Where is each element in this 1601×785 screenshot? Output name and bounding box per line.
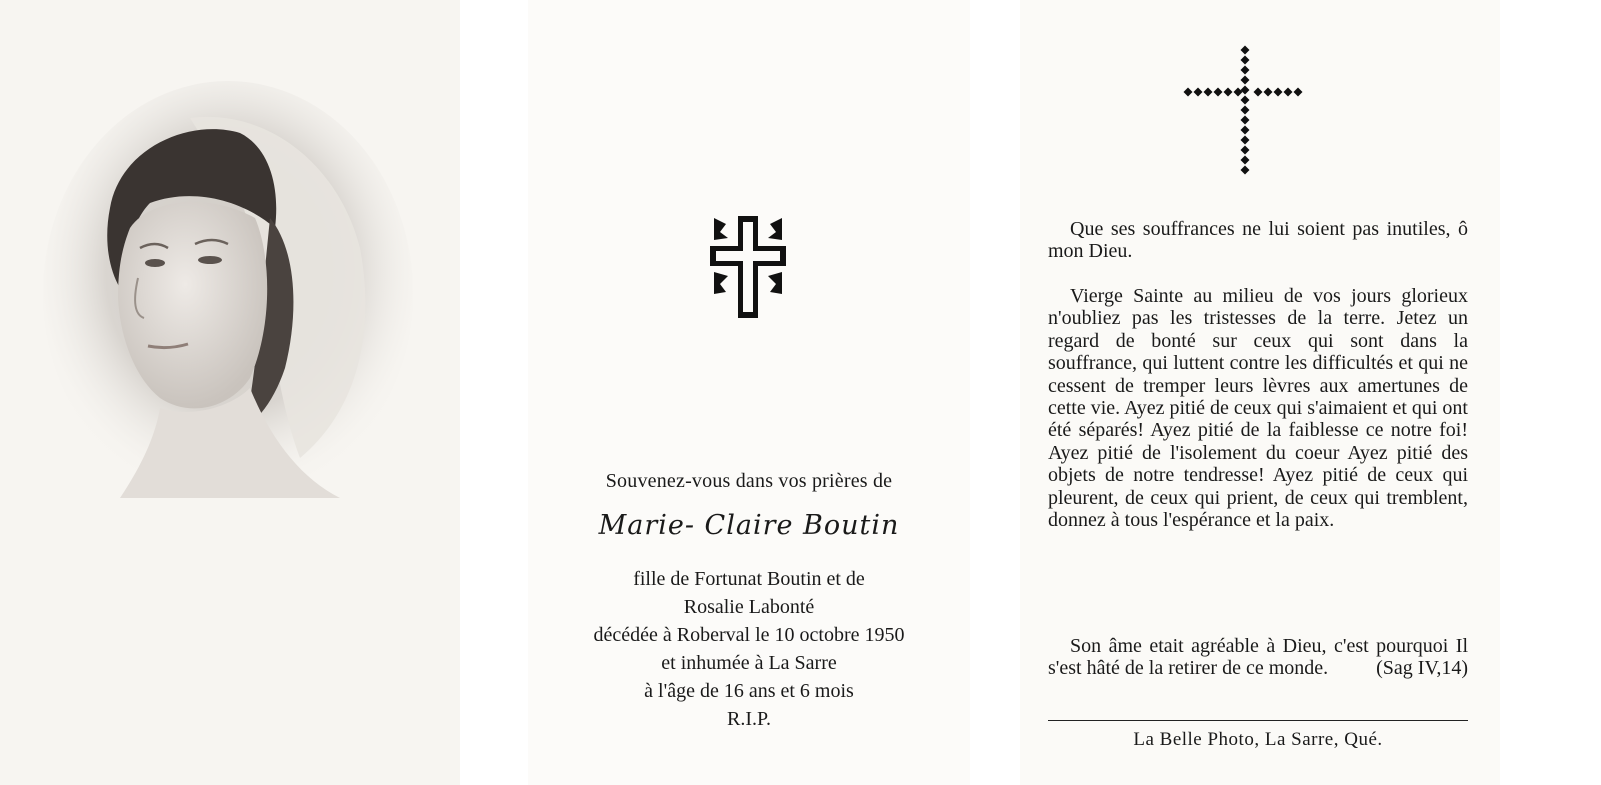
parents-line-2: Rosalie Labonté — [683, 596, 815, 618]
portrait-photo — [40, 78, 416, 508]
parents-line-1: fille de Fortunat Boutin et de — [633, 568, 865, 590]
prayer-paragraph-1: Que ses souffrances ne lui soient pas inutiles, ô mon Dieu. — [1048, 218, 1468, 263]
deceased-name: Marie- Claire Boutin — [598, 510, 900, 541]
center-panel — [528, 0, 970, 785]
photo-panel — [0, 0, 460, 785]
death-line: décédée à Roberval le 10 octobre 1950 — [593, 624, 905, 646]
closing-sentence: Son âme etait agréable à Dieu, c'est pourquoi Il s'est hâté de la retirer de ce monde. — [1048, 635, 1468, 680]
prayer-panel — [1020, 0, 1500, 785]
burial-line: et inhumée à La Sarre — [661, 652, 837, 674]
remember-line: Souvenez-vous dans vos prières de — [605, 470, 893, 492]
age-line: à l'âge de 16 ans et 6 mois — [644, 680, 854, 702]
dotted-cross-icon — [1180, 44, 1310, 184]
printer-imprint: La Belle Photo, La Sarre, Qué. — [1133, 729, 1383, 750]
divider-line — [1048, 720, 1468, 721]
scripture-citation: (Sag IV,14) — [1376, 657, 1468, 680]
ornamental-cross-icon — [708, 212, 788, 322]
prayer-paragraph-3 — [1048, 635, 1468, 680]
rip-line: R.I.P. — [727, 708, 771, 730]
prayer-paragraph-2: Vierge Sainte au milieu de vos jours glorieux n'oubliez pas les tristesses de la terre. Jetez un regard de bonté sur ceux qui sont dans la souffrance, qui luttent contre les difficultés et qui ne cessent de tremper leurs lèvres aux amertunes de cette vie. Ayez pitié de ceux qui s'aimaient et qui ont été séparés! Ayez pitié de la faiblesse ce notre foi! Ayez pitié de l'isolement du coeur Ayez pitié des objets de notre tendresse! Ayez pitié de ceux qui pleurent, de ceux qui prient, de ceux qui tremblent, donnez à tous l'espérance et la paix. — [1048, 285, 1468, 532]
